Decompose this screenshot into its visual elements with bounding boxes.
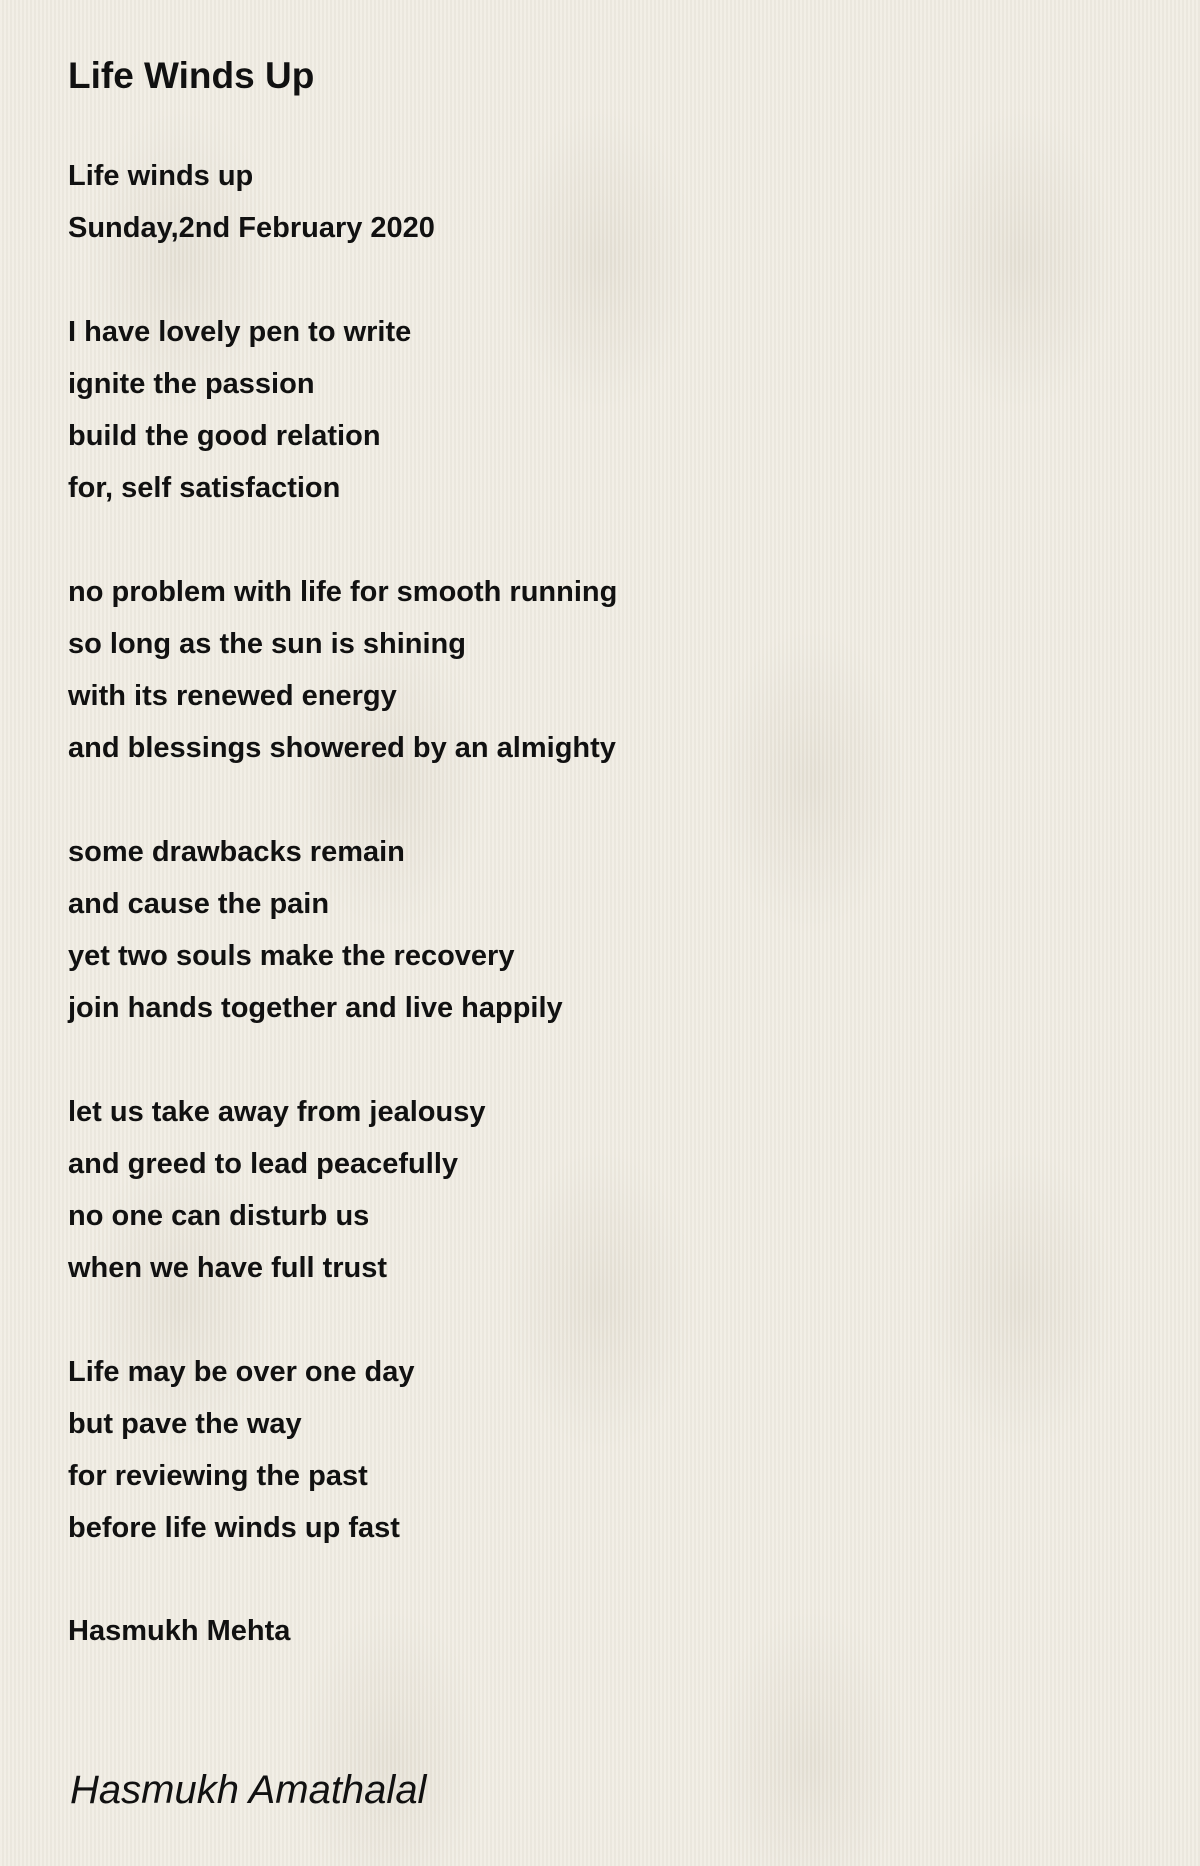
poem-line: and cause the pain (68, 888, 330, 920)
stanza (68, 150, 617, 254)
poem-title: Life Winds Up (68, 55, 315, 96)
poem-line: some drawbacks remain (68, 836, 405, 868)
poem-body (68, 150, 617, 1606)
poem-line: let us take away from jealousy (68, 1096, 486, 1128)
poem-line: so long as the sun is shining (68, 628, 466, 660)
poem-author-line: Hasmukh Mehta (68, 1615, 291, 1647)
poem-line: no problem with life for smooth running (68, 576, 618, 608)
poem-line: ignite the passion (68, 368, 315, 400)
stanza (68, 306, 617, 514)
poem-line: with its renewed energy (68, 680, 397, 712)
stanza (68, 1086, 617, 1294)
poem-line: and greed to lead peacefully (68, 1148, 458, 1180)
stanza (68, 566, 617, 774)
poem-line: and blessings showered by an almighty (68, 732, 616, 764)
poem-line: Life may be over one day (68, 1356, 415, 1388)
poem-line: for reviewing the past (68, 1460, 368, 1492)
poem-line: for, self satisfaction (68, 472, 341, 504)
poem-line: yet two souls make the recovery (68, 940, 515, 972)
poem-line: when we have full trust (68, 1252, 388, 1284)
author-signature: Hasmukh Amathalal (70, 1768, 427, 1812)
poem-line: I have lovely pen to write (68, 316, 412, 348)
poem-line: Sunday,2nd February 2020 (68, 212, 435, 244)
stanza (68, 826, 617, 1034)
poem-line: before life winds up fast (68, 1512, 400, 1544)
poem-line: but pave the way (68, 1408, 302, 1440)
poem-line: no one can disturb us (68, 1200, 370, 1232)
poem-line: Life winds up (68, 160, 254, 192)
stanza (68, 1346, 617, 1554)
poem-line: join hands together and live happily (68, 992, 563, 1024)
poem-line: build the good relation (68, 420, 381, 452)
